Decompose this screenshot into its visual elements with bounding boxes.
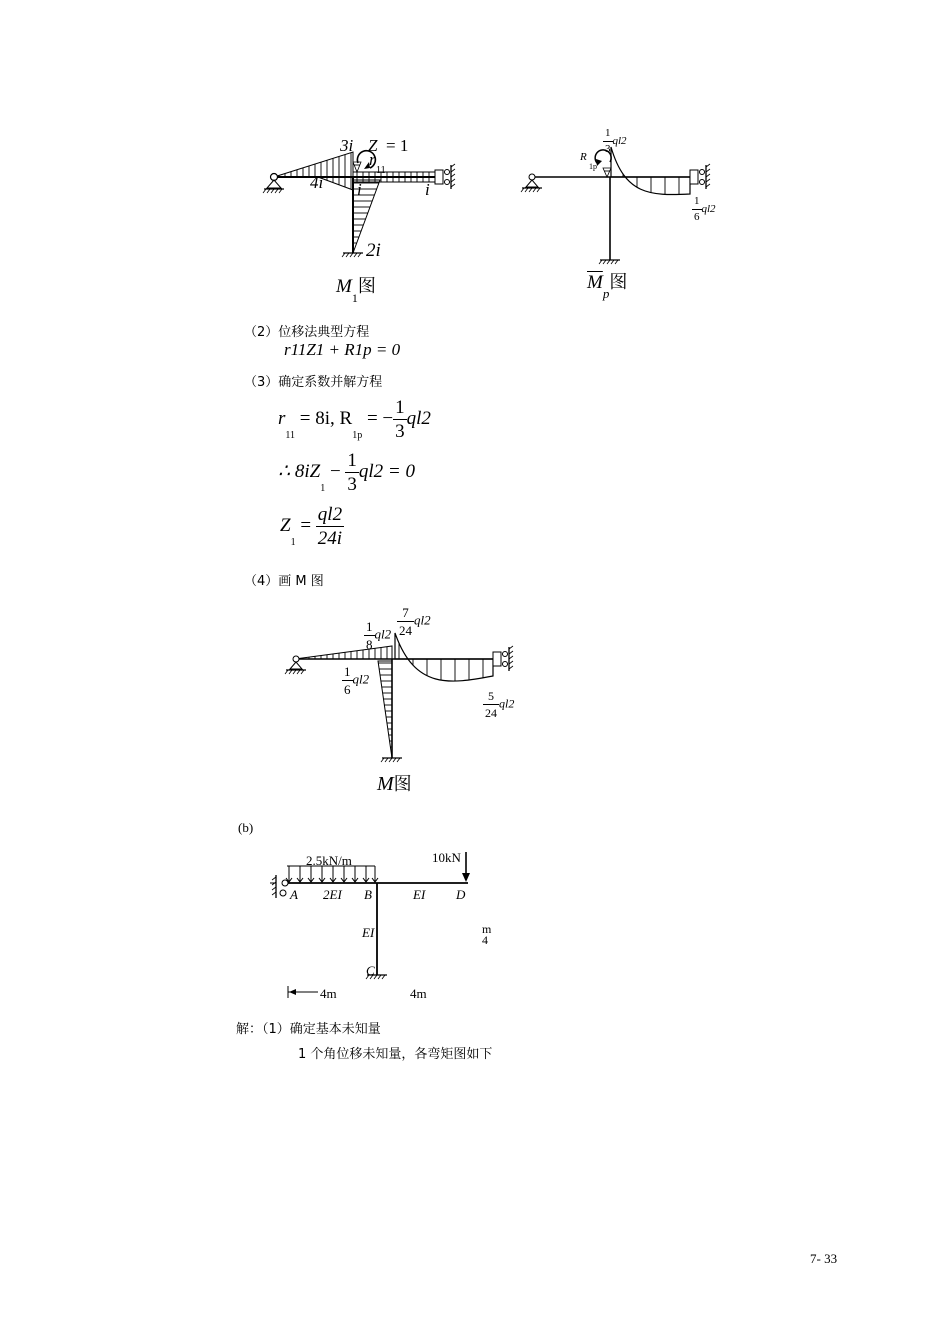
step3-line2-tail: ql2 = 0 <box>358 460 416 482</box>
b-load-point: 10kN <box>432 850 461 865</box>
part-b-label: (b) <box>238 820 254 835</box>
mp-caption-symbol: $\overline{M}$ <box>587 272 603 293</box>
mp-caption-tail: 图 <box>609 272 628 293</box>
m1-label-3i: 3i <box>340 136 354 155</box>
m-label-c <box>342 665 369 696</box>
page-number: 7- 33 <box>810 1251 838 1266</box>
step3-line2-left: ∴ 8iZ <box>278 460 321 482</box>
step3-line2 <box>278 451 415 494</box>
step3-line3-left: Z <box>280 514 291 536</box>
m1-caption <box>336 272 376 305</box>
step3-line1-eq: = − <box>362 407 394 429</box>
b-node-b: B <box>364 887 372 902</box>
b-height-unit: m <box>482 922 492 936</box>
b-dim-right: 4m <box>410 986 427 1001</box>
b-ei-ab: 2EI <box>323 887 342 902</box>
mp-top-num: 1 <box>603 128 613 142</box>
m1-caption-symbol: M <box>336 276 352 297</box>
mp-right-unit: ql2 <box>701 203 716 216</box>
m-d-unit: ql2 <box>499 696 515 711</box>
b-dim-left: 4m <box>320 986 337 1001</box>
mp-label-R: R <box>580 151 587 163</box>
m-label-a <box>364 620 391 651</box>
step3-heading: （3）确定系数并解方程 <box>244 375 383 390</box>
mp-right-num: 1 <box>692 196 702 210</box>
step3-line1-sub: 11 <box>285 429 296 441</box>
b-height-val: 4 <box>482 933 488 947</box>
step4-heading: （4）画 M 图 <box>244 574 324 589</box>
step3-line1-den: 3 <box>395 421 405 442</box>
m-a-unit: ql2 <box>374 626 392 642</box>
m-c-den: 6 <box>344 682 351 697</box>
m-c-unit: ql2 <box>352 671 370 687</box>
b-node-a: A <box>290 887 298 902</box>
mp-right-value <box>692 196 716 223</box>
m1-label-2i: 2i <box>366 240 381 261</box>
mp-label-R-sub: 1p <box>589 162 597 171</box>
step3-line2-num: 1 <box>347 450 357 471</box>
step3-line2-den: 3 <box>347 474 357 495</box>
b-ei-bc: EI <box>362 925 375 940</box>
m1-label-4i: 4i <box>310 173 324 192</box>
m1-caption-tail: 图 <box>357 276 376 297</box>
step2-equation: r11Z1 + R1p = 0 <box>284 340 401 359</box>
b-node-c: C <box>366 963 375 978</box>
m-diagram <box>285 633 513 762</box>
m1-label-i-mid: i <box>357 180 362 199</box>
m1-label-r-sub: 11 <box>376 165 386 176</box>
mp-top-value <box>603 128 627 155</box>
m-a-den: 8 <box>366 637 373 652</box>
m1-label-z: Z <box>368 136 378 155</box>
step3-line3-sub: 1 <box>290 536 296 548</box>
mp-caption-sub: p <box>602 286 610 301</box>
step3-line3-num: ql2 <box>317 504 343 525</box>
step3-line1-sub2: 1p <box>352 429 363 441</box>
b-load-distributed: 2.5kN/m <box>306 853 352 868</box>
step3-line3-den: 24i <box>317 528 343 549</box>
mp-caption <box>587 268 628 301</box>
m1-diagram <box>263 151 455 257</box>
mp-right-den: 6 <box>694 211 700 223</box>
m-d-num: 5 <box>483 690 499 705</box>
mp-diagram <box>521 147 710 264</box>
m-a-num: 1 <box>366 619 373 634</box>
mp-top-den: 3 <box>605 143 611 155</box>
m-b-den: 24 <box>399 623 412 638</box>
m-label-d <box>483 690 514 719</box>
m-b-num: 7 <box>397 606 414 622</box>
mp-top-unit: ql2 <box>612 135 627 148</box>
step3-line1 <box>278 398 431 441</box>
m1-label-z-eq: = 1 <box>386 136 409 155</box>
b-ei-bd: EI <box>413 887 426 902</box>
m1-label-i-right: i <box>425 180 430 199</box>
b-node-d: D <box>456 887 466 902</box>
step2-heading: （2）位移法典型方程 <box>244 325 370 340</box>
step3-line3 <box>280 505 344 548</box>
step3-line2-mid: − <box>325 460 346 482</box>
m1-label-r: r <box>369 150 376 169</box>
m-label-b <box>397 606 431 637</box>
solution-line1: 解：（1）确定基本未知量 <box>236 1022 381 1037</box>
step3-line1-mid: = 8i, R <box>295 407 353 429</box>
step3-line1-left: r <box>278 407 286 429</box>
step3-line1-num: 1 <box>395 397 405 418</box>
m-c-num: 1 <box>344 664 351 679</box>
m-caption-tail: 图 <box>393 774 412 795</box>
m-caption <box>377 770 412 796</box>
m-caption-symbol: M <box>377 773 394 795</box>
m-b-unit: ql2 <box>414 612 431 628</box>
step3-line1-tail: ql2 <box>406 407 431 429</box>
m1-caption-sub: 1 <box>351 291 358 305</box>
step3-line2-sub: 1 <box>320 482 326 494</box>
solution-line2: 1 个角位移未知量，各弯矩图如下 <box>298 1047 493 1062</box>
m-d-den: 24 <box>485 706 497 720</box>
step3-line3-eq: = <box>295 514 316 536</box>
